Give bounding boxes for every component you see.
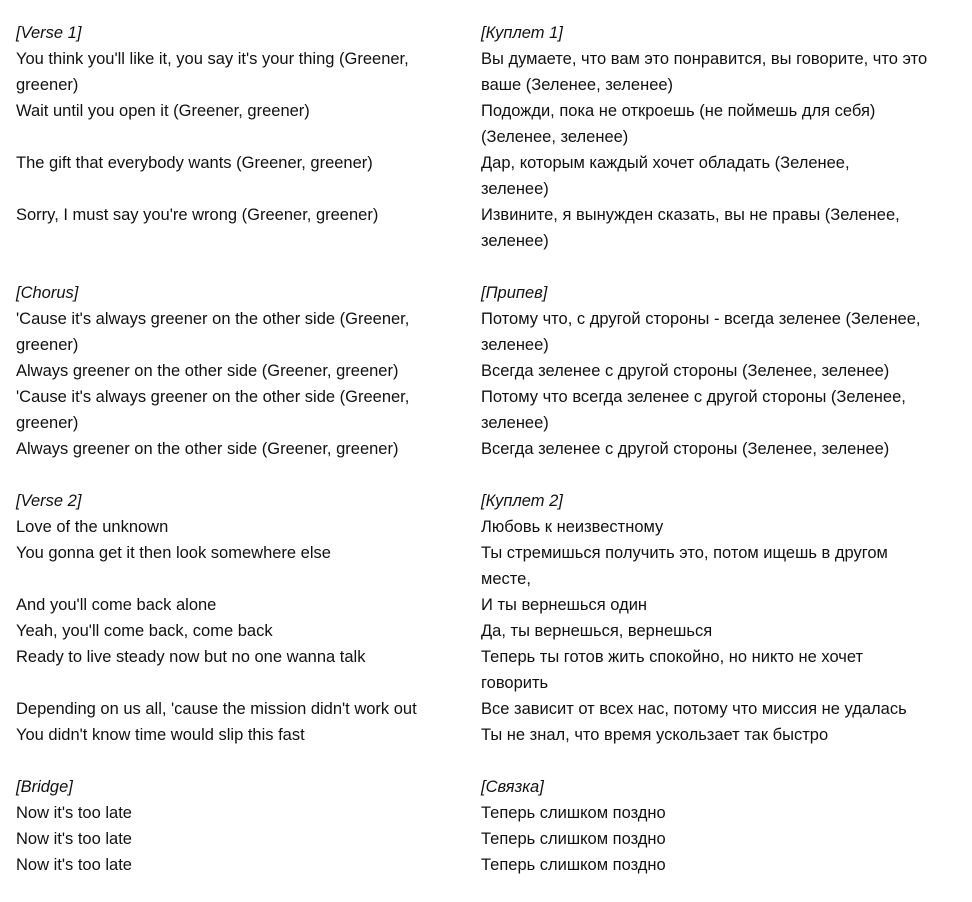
- english-lyric-line: greener): [16, 414, 79, 432]
- english-blank-line: [16, 566, 466, 592]
- english-lyric-line: You didn't know time would slip this fast: [16, 726, 305, 744]
- english-blank-line: [16, 462, 466, 488]
- russian-lyric-line: Вы думаете, что вам это понравится, вы говорите, что это: [481, 50, 928, 68]
- russian-lyric-line: Ты не знал, что время ускользает так быстро: [481, 726, 829, 744]
- russian-blank-line: [481, 748, 966, 774]
- russian-section-header: [Куплет 2]: [481, 492, 563, 510]
- english-section-header: [Verse 2]: [16, 492, 82, 510]
- english-lyric-line: Now it's too late: [16, 856, 132, 874]
- english-lyric-line: Now it's too late: [16, 830, 132, 848]
- english-lyric-line: Now it's too late: [16, 804, 132, 822]
- russian-lyric-line: Теперь слишком поздно: [481, 804, 666, 822]
- russian-lyric-line: ваше (Зеленее, зеленее): [481, 76, 674, 94]
- russian-lyric-line: Теперь слишком поздно: [481, 830, 666, 848]
- english-section-header: [Bridge]: [16, 778, 73, 796]
- english-section-header: [Chorus]: [16, 284, 79, 302]
- english-lyric-line: And you'll come back alone: [16, 596, 217, 614]
- english-lyric-line: Ready to live steady now but no one wanna talk: [16, 648, 366, 666]
- english-blank-line: [16, 748, 466, 774]
- english-lyric-line: 'Cause it's always greener on the other side (Greener,: [16, 388, 410, 406]
- english-lyric-line: 'Cause it's always greener on the other side (Greener,: [16, 310, 410, 328]
- russian-blank-line: [481, 254, 966, 280]
- english-blank-line: [16, 176, 466, 202]
- russian-lyric-line: Потому что, с другой стороны - всегда зеленее (Зеленее,: [481, 310, 921, 328]
- russian-lyric-line: Извините, я вынужден сказать, вы не правы (Зеленее,: [481, 206, 900, 224]
- english-blank-line: [16, 670, 466, 696]
- russian-lyric-line: Потому что всегда зеленее с другой стороны (Зеленее,: [481, 388, 906, 406]
- english-lyric-line: Depending on us all, 'cause the mission didn't work out: [16, 700, 417, 718]
- russian-lyric-line: Всегда зеленее с другой стороны (Зеленее, зеленее): [481, 440, 890, 458]
- russian-lyrics-column: [481, 20, 966, 878]
- english-lyric-line: The gift that everybody wants (Greener, greener): [16, 154, 373, 172]
- russian-lyric-line: И ты вернешься один: [481, 596, 648, 614]
- english-lyrics-column: [16, 20, 466, 878]
- russian-lyric-line: месте,: [481, 570, 531, 588]
- russian-section-header: [Куплет 1]: [481, 24, 563, 42]
- russian-lyric-line: Любовь к неизвестному: [481, 518, 664, 536]
- english-lyric-line: Always greener on the other side (Greener, greener): [16, 362, 399, 380]
- russian-lyric-line: Теперь ты готов жить спокойно, но никто не хочет: [481, 648, 864, 666]
- russian-lyric-line: Все зависит от всех нас, потому что миссия не удалась: [481, 700, 907, 718]
- russian-lyric-line: Теперь слишком поздно: [481, 856, 666, 874]
- russian-lyric-line: Всегда зеленее с другой стороны (Зеленее, зеленее): [481, 362, 890, 380]
- russian-lyric-line: зеленее): [481, 414, 549, 432]
- english-lyric-line: You think you'll like it, you say it's your thing (Greener,: [16, 50, 409, 68]
- english-lyric-line: Wait until you open it (Greener, greener): [16, 102, 310, 120]
- russian-blank-line: [481, 462, 966, 488]
- english-lyric-line: Sorry, I must say you're wrong (Greener, greener): [16, 206, 379, 224]
- english-section-header: [Verse 1]: [16, 24, 82, 42]
- russian-lyric-line: зеленее): [481, 180, 549, 198]
- english-lyric-line: greener): [16, 336, 79, 354]
- english-blank-line: [16, 124, 466, 150]
- russian-lyric-line: Подожди, пока не откроешь (не поймешь для себя): [481, 102, 876, 120]
- english-blank-line: [16, 228, 466, 254]
- russian-lyric-line: говорить: [481, 674, 549, 692]
- english-blank-line: [16, 254, 466, 280]
- russian-lyric-line: (Зеленее, зеленее): [481, 128, 629, 146]
- russian-section-header: [Припев]: [481, 284, 548, 302]
- russian-lyric-line: зеленее): [481, 232, 549, 250]
- english-lyric-line: Always greener on the other side (Greener, greener): [16, 440, 399, 458]
- english-lyric-line: greener): [16, 76, 79, 94]
- english-lyric-line: Love of the unknown: [16, 518, 169, 536]
- russian-lyric-line: Ты стремишься получить это, потом ищешь в другом: [481, 544, 888, 562]
- russian-lyric-line: зеленее): [481, 336, 549, 354]
- russian-section-header: [Связка]: [481, 778, 544, 796]
- english-lyric-line: You gonna get it then look somewhere else: [16, 544, 331, 562]
- russian-lyric-line: Дар, которым каждый хочет обладать (Зеленее,: [481, 154, 850, 172]
- english-lyric-line: Yeah, you'll come back, come back: [16, 622, 273, 640]
- russian-lyric-line: Да, ты вернешься, вернешься: [481, 622, 713, 640]
